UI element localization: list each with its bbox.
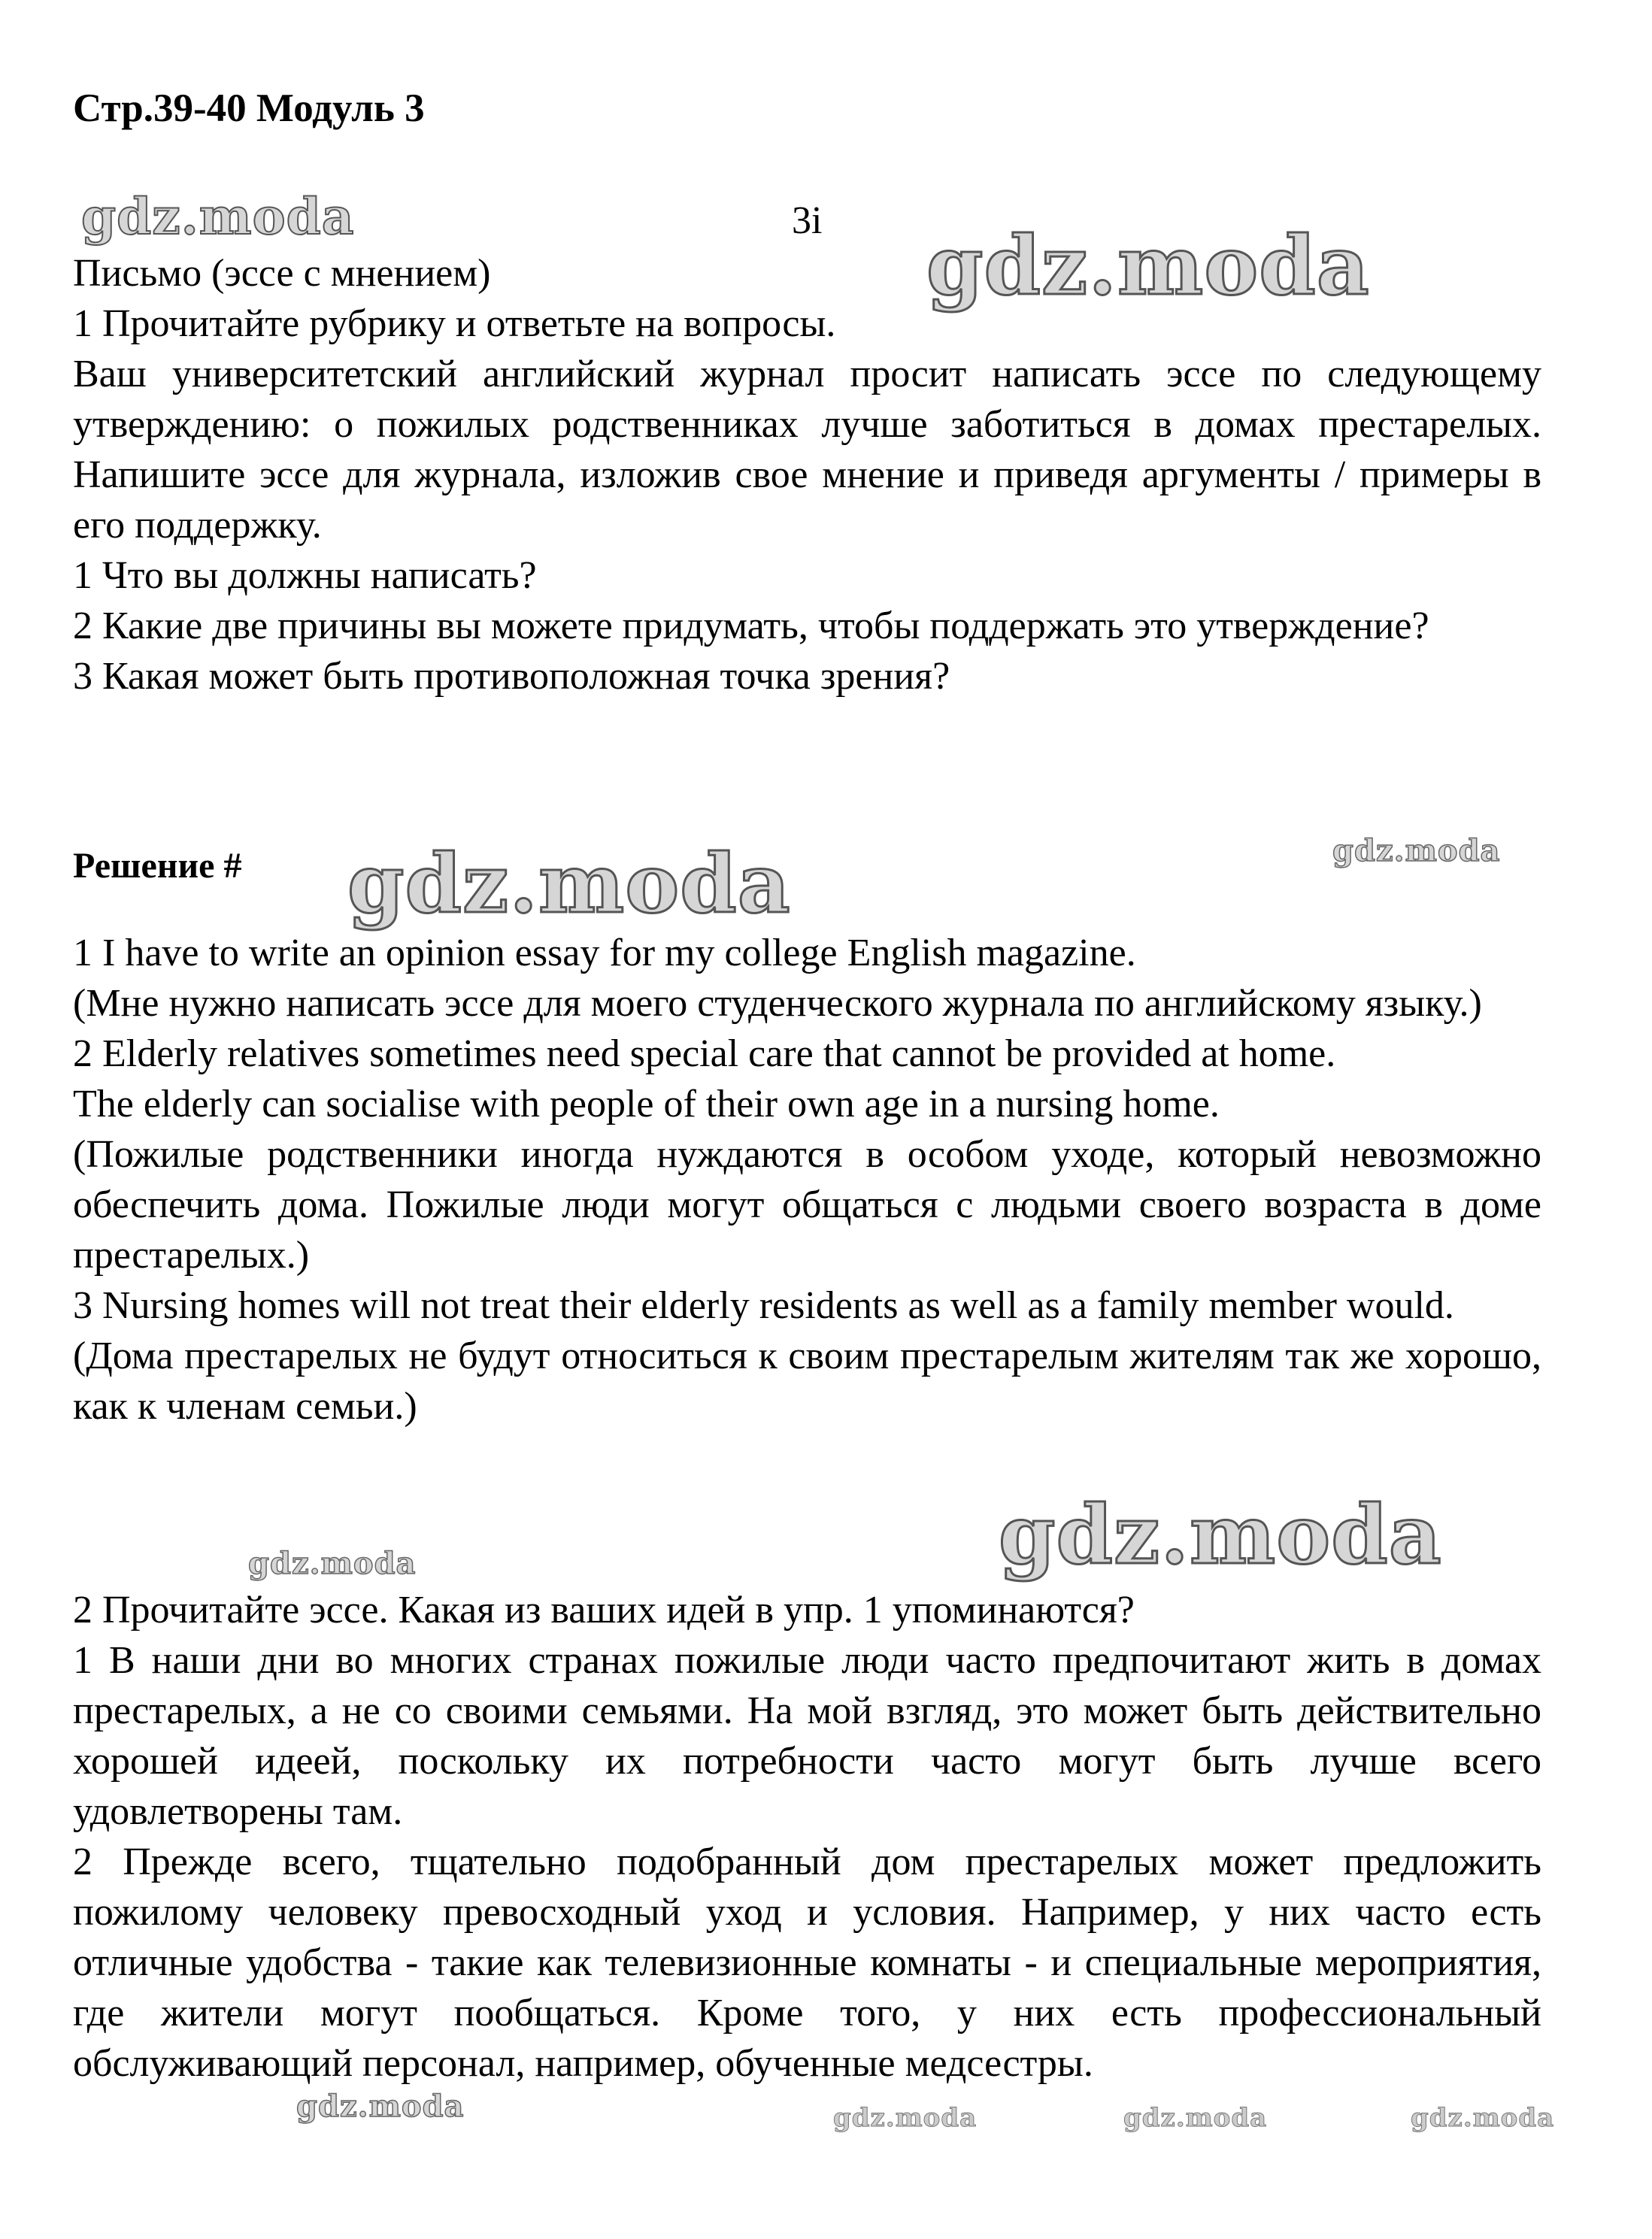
question-1: 1 Что вы должны написать?: [73, 554, 537, 597]
question-3: 3 Какая может быть противоположная точка зрения?: [73, 655, 950, 698]
essay-paragraph-1: 1 В наши дни во многих странах пожилые люди часто предпочитают жить в домах престарелых, а не со своими семьями. На мой взгляд, это может быть действительно хорошей идеей, поскольку их потребности часто могут быть лучше всего удовлетворены там.: [73, 1639, 1541, 1833]
page-heading: Стр.39-40 Модуль 3: [73, 86, 425, 130]
task2-block: [73, 1585, 1541, 2089]
answer-3-ru: (Дома престарелых не будут относиться к своим престарелым жителям так же хорошо, как к членам семьи.): [73, 1335, 1541, 1428]
answer-2-en-line-1: 2 Elderly relatives sometimes need special care that cannot be provided at home.: [73, 1032, 1336, 1075]
essay-paragraph-2: 2 Прежде всего, тщательно подобранный дом престарелых может предложить пожилому человеку превосходный уход и условия. Например, у них часто есть отличные удобства - такие как телевизионные комнаты - и специальные мероприятия, где жители могут пообщаться. Кроме того, у них есть профессиональный обслуживающий персонал, например, обученные медсестры.: [73, 1841, 1541, 2085]
task2-instruction: 2 Прочитайте эссе. Какая из ваших идей в упр. 1 упоминаются?: [73, 1589, 1135, 1632]
watermark: gdz.moda: [926, 219, 1370, 314]
watermark: gdz.moda: [1411, 2103, 1555, 2133]
page-marker: 3i: [792, 199, 823, 242]
answer-1-en: 1 I have to write an opinion essay for my college English magazine.: [73, 932, 1136, 974]
watermark: gdz.moda: [999, 1488, 1442, 1583]
answer-3-en: 3 Nursing homes will not treat their elderly residents as well as a family member would.: [73, 1284, 1454, 1327]
watermark: gdz.moda: [248, 1546, 417, 1581]
watermark: gdz.moda: [1332, 833, 1501, 868]
question-2: 2 Какие две причины вы можете придумать, чтобы поддержать это утверждение?: [73, 604, 1429, 647]
answer-1-ru: (Мне нужно написать эссе для моего студенческого журнала по английскому языку.): [73, 982, 1482, 1025]
watermark: gdz.moda: [347, 837, 791, 932]
watermark: gdz.moda: [1123, 2103, 1268, 2133]
solution-block: [73, 928, 1541, 1432]
watermark: gdz.moda: [296, 2089, 465, 2124]
task-block: [73, 248, 1541, 701]
section-title: Письмо (эссе с мнением): [73, 252, 491, 295]
watermark: gdz.moda: [81, 187, 355, 246]
solution-label: Решение #: [73, 846, 242, 886]
answer-2-en-line-2: The elderly can socialise with people of their own age in a nursing home.: [73, 1083, 1220, 1126]
watermark: gdz.moda: [833, 2103, 978, 2133]
answer-2-ru: (Пожилые родственники иногда нуждаются в особом уходе, который невозможно обеспечить дома. Пожилые люди могут общаться с людьми своего возраста в доме престарелых.): [73, 1133, 1541, 1277]
task-rubric: Ваш университетский английский журнал просит написать эссе по следующему утверждению: о пожилых родственниках лучше заботиться в домах престарелых. Напишите эссе для журнала, изложив свое мнение и приведя аргументы / примеры в его поддержку.: [73, 353, 1541, 547]
task-instruction: 1 Прочитайте рубрику и ответьте на вопросы.: [73, 302, 836, 345]
